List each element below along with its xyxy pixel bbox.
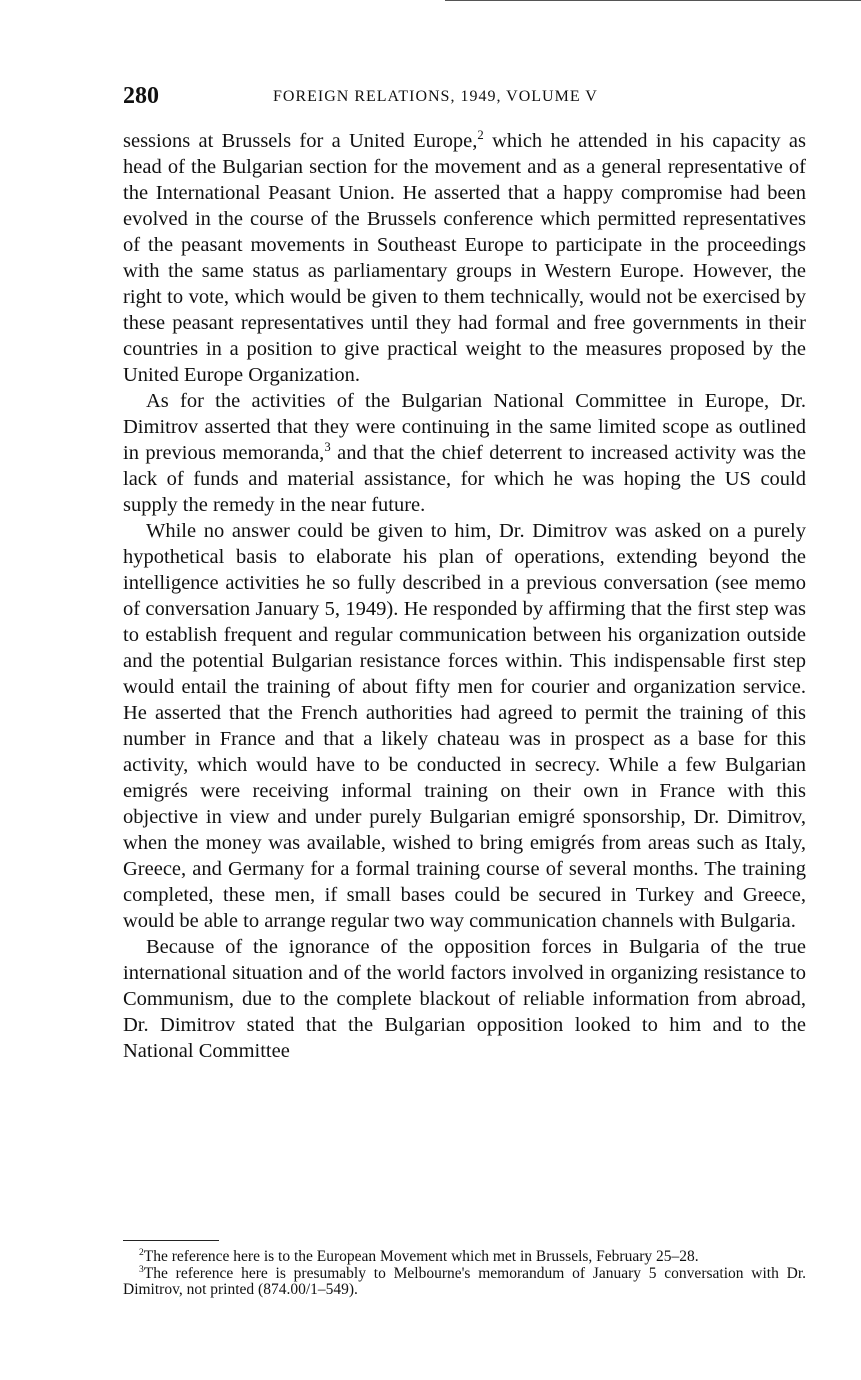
footnote-ref-2: 2 [477, 128, 484, 143]
running-head: FOREIGN RELATIONS, 1949, VOLUME V [273, 88, 598, 105]
footnotes [123, 1246, 806, 1299]
paragraph-2 [123, 388, 806, 518]
footnote-ref-3: 3 [324, 440, 331, 455]
top-edge-rule [445, 0, 861, 1]
paragraph-1-text-a: sessions at Brussels for a United Europe, [123, 130, 478, 152]
footnote-2-text: The reference here is to the European Movement which met in Brussels, February 25–28. [143, 1248, 699, 1265]
paragraph-4: Because of the ignorance of the opposition forces in Bulgaria of the true international situation and of the world factors involved in organizing resistance to Communism, due to the complete blackout of reliable information from abroad, Dr. Dimitrov stated that the Bulgarian opposition looked to him and to the National Committee [123, 936, 806, 1062]
footnote-separator [123, 1240, 219, 1241]
paragraph-1-text-b: which he attended in his capacity as head of the Bulgarian section for the movement and as a general representative of the International Peasant Union. He asserted that a happy compromise had been evolved in the course of the Brussels conference which permitted representatives of the peasant movements in Southeast Europe to participate in the proceedings with the same status as parliamentary groups in Western Europe. However, the right to vote, which would be given to them technically, would not be exercised by these peasant representatives until they had formal and free governments in their countries in a position to give practical weight to the measures proposed by the United Europe Organization. [123, 130, 806, 386]
footnote-2 [123, 1246, 806, 1266]
paragraph-1 [123, 128, 806, 388]
paragraph-2-text-a: As for the activities of the Bulgarian National Committee in Europe, Dr. Dimitrov asserted that they were continuing in the same limited scope as outlined in previous memoranda, [123, 390, 806, 464]
page-header [123, 79, 806, 113]
body-text [123, 128, 806, 1064]
page-number: 280 [123, 83, 159, 109]
footnote-3-mark: 3 [139, 1263, 144, 1275]
paragraph-3: While no answer could be given to him, Dr. Dimitrov was asked on a purely hypothetical basis to elaborate his plan of operations, extending beyond the intelligence activities he so fully described in a previous conversation (see memo of conversation January 5, 1949). He responded by affirming that the first step was to establish frequent and regular communication between his organization outside and the potential Bulgarian resistance forces within. This indispensable first step would entail the training of about fifty men for courier and organization service. He asserted that the French authorities had agreed to permit the training of this number in France and that a likely chateau was in prospect as a base for this activity, which would have to be conducted in secrecy. While a few Bulgarian emigrés were receiving informal training on their own in France with this objective in view and under purely Bulgarian emigré sponsorship, Dr. Dimitrov, when the money was available, wished to bring emigrés from areas such as Italy, Greece, and Germany for a formal training course of several months. The training completed, these men, if small bases could be secured in Turkey and Greece, would be able to arrange regular two way communication channels with Bulgaria. [123, 520, 806, 932]
footnote-3-text: The reference here is presumably to Melbourne's memorandum of January 5 conversation with Dr. Dimitrov, not printed (874.00/1–549). [123, 1264, 806, 1298]
footnote-3 [123, 1263, 806, 1299]
paragraph-2-text-b: and that the chief deterrent to increased activity was the lack of funds and material assistance, for which he was hoping the US could supply the remedy in the near future. [123, 442, 806, 516]
footnote-2-mark: 2 [139, 1246, 144, 1258]
